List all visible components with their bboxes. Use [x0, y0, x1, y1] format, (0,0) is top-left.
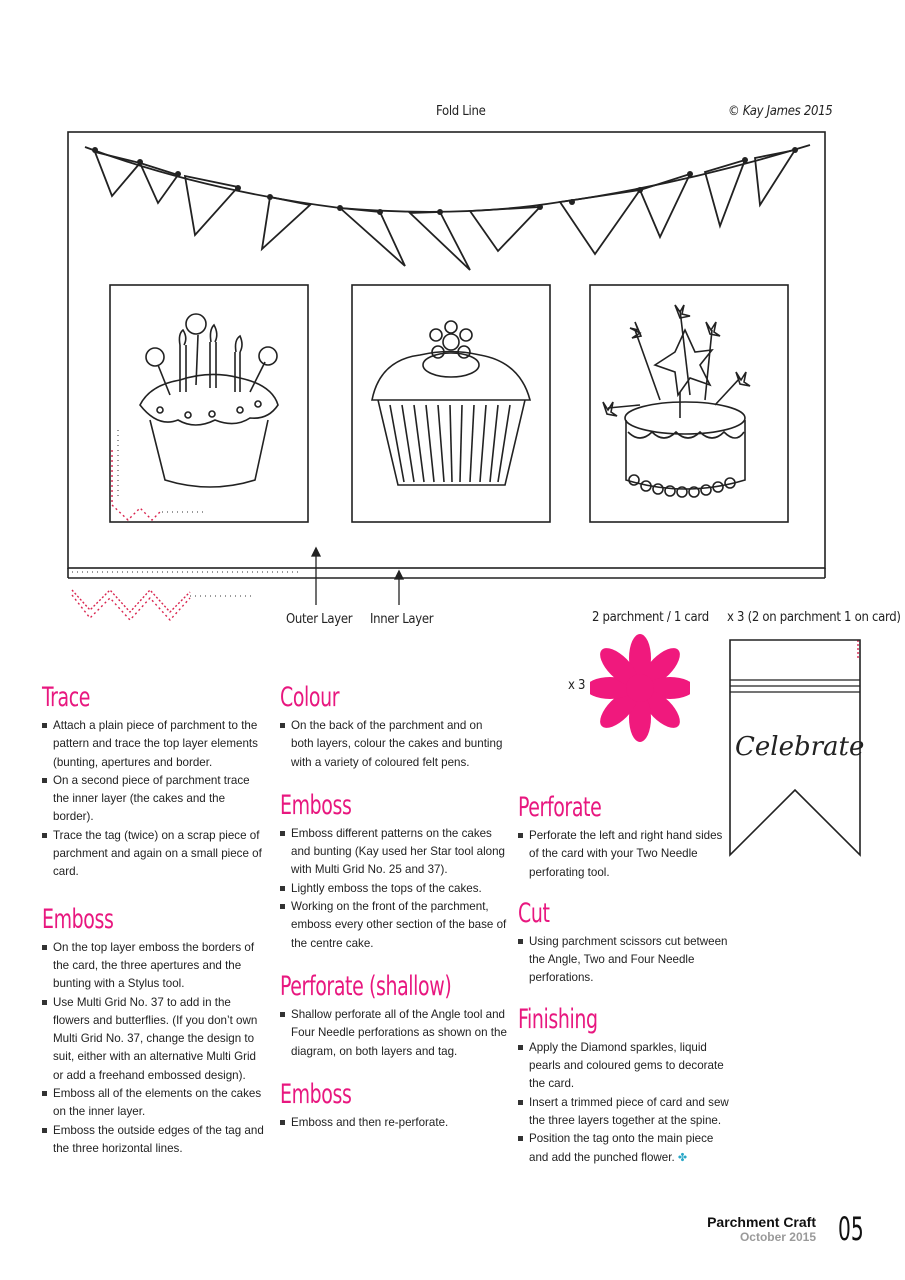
section-heading: Emboss	[280, 1078, 352, 1110]
fold-line-label: Fold Line	[436, 104, 486, 119]
list-item: Perforate the left and right hand sides of the card with your Two Needle perforating tool.	[518, 827, 733, 882]
instructions-column-2	[280, 682, 508, 1146]
section-cut	[518, 898, 733, 988]
list-item: Emboss and then re-perforate.	[280, 1114, 508, 1132]
list-item: Attach a plain piece of parchment to the pattern and trace the top layer elements (bunting, apertures and border.	[42, 717, 267, 772]
list-item: On the top layer emboss the borders of the card, the three apertures and the bunting with a Stylus tool.	[42, 939, 267, 994]
bunting-illustration	[85, 145, 810, 270]
section-emboss-3	[280, 1079, 508, 1132]
section-trace	[42, 682, 267, 882]
aperture-right	[590, 285, 788, 522]
sparkle-icon: ✤	[677, 1151, 688, 1164]
punched-flower-illustration	[590, 630, 690, 745]
list-item: Use Multi Grid No. 37 to add in the flowers and butterflies. (If you don’t own Multi Grid No. 37, change the design to suit, either with an alternative Multi Grid or add a freehand embossed design).	[42, 994, 267, 1085]
section-heading: Trace	[42, 682, 91, 713]
outer-layer-label: Outer Layer	[286, 612, 353, 627]
flower-multiplier: x 3	[568, 678, 586, 693]
section-heading: Cut	[518, 897, 550, 929]
section-heading: Finishing	[518, 1003, 598, 1035]
list-item: Emboss different patterns on the cakes and bunting (Kay used her Star tool along with Multi Grid No. 25 and 37).	[280, 825, 508, 880]
layer-arrows	[312, 548, 403, 605]
tag-label: x 3 (2 on parchment 1 on card)	[727, 610, 901, 625]
section-heading: Colour	[280, 682, 340, 713]
list-item: Emboss the outside edges of the tag and the three horizontal lines.	[42, 1122, 267, 1159]
section-heading: Perforate	[518, 792, 602, 823]
finishing-last-step: Position the tag onto the main piece and add the punched flower.	[529, 1132, 714, 1164]
section-heading: Emboss	[42, 903, 114, 935]
footer	[640, 1214, 816, 1244]
dotted-perforation-lines	[72, 430, 300, 596]
section-emboss-2	[280, 790, 508, 953]
instructions-column-3	[518, 792, 733, 1181]
list-item: Shallow perforate all of the Angle tool and Four Needle perforations as shown on the diagram, on both layers and tag.	[280, 1006, 508, 1061]
list-item: Emboss all of the elements on the cakes on the inner layer.	[42, 1085, 267, 1122]
issue-date: October 2015	[739, 1230, 816, 1244]
section-perforate	[518, 792, 733, 882]
cupcake-with-flower-illustration	[372, 321, 530, 485]
tag-text: Celebrate	[735, 732, 865, 762]
list-item: Insert a trimmed piece of card and sew the three layers together at the spine.	[518, 1094, 733, 1131]
section-colour	[280, 682, 508, 772]
inner-layer-label: Inner Layer	[370, 612, 434, 627]
page-number: 05	[838, 1210, 864, 1248]
section-finishing	[518, 1004, 733, 1167]
list-item: Apply the Diamond sparkles, liquid pearls and coloured gems to decorate the card.	[518, 1039, 733, 1094]
instructions-column-1	[42, 682, 267, 1172]
section-perforate-shallow	[280, 971, 508, 1061]
list-item: Lightly emboss the tops of the cakes.	[280, 880, 508, 898]
list-item	[518, 1130, 733, 1167]
star-cake-illustration	[603, 305, 750, 497]
list-item: On a second piece of parchment trace the inner layer (the cakes and the border).	[42, 772, 267, 827]
copyright-label: © Kay James 2015	[728, 104, 833, 119]
list-item: On the back of the parchment and on both layers, colour the cakes and bunting with a variety of coloured felt pens.	[280, 717, 508, 772]
section-heading: Emboss	[280, 789, 352, 821]
flower-label: 2 parchment / 1 card	[592, 610, 709, 625]
list-item: Working on the front of the parchment, emboss every other section of the base of the centre cake.	[280, 898, 508, 953]
cake-with-candles-illustration	[140, 314, 278, 487]
magazine-title: Parchment Craft	[707, 1214, 816, 1230]
list-item: Trace the tag (twice) on a scrap piece of parchment and again on a small piece of card.	[42, 827, 267, 882]
list-item: Using parchment scissors cut between the Angle, Two and Four Needle perforations.	[518, 933, 733, 988]
section-emboss-1	[42, 904, 267, 1159]
section-heading: Perforate (shallow)	[280, 970, 452, 1002]
